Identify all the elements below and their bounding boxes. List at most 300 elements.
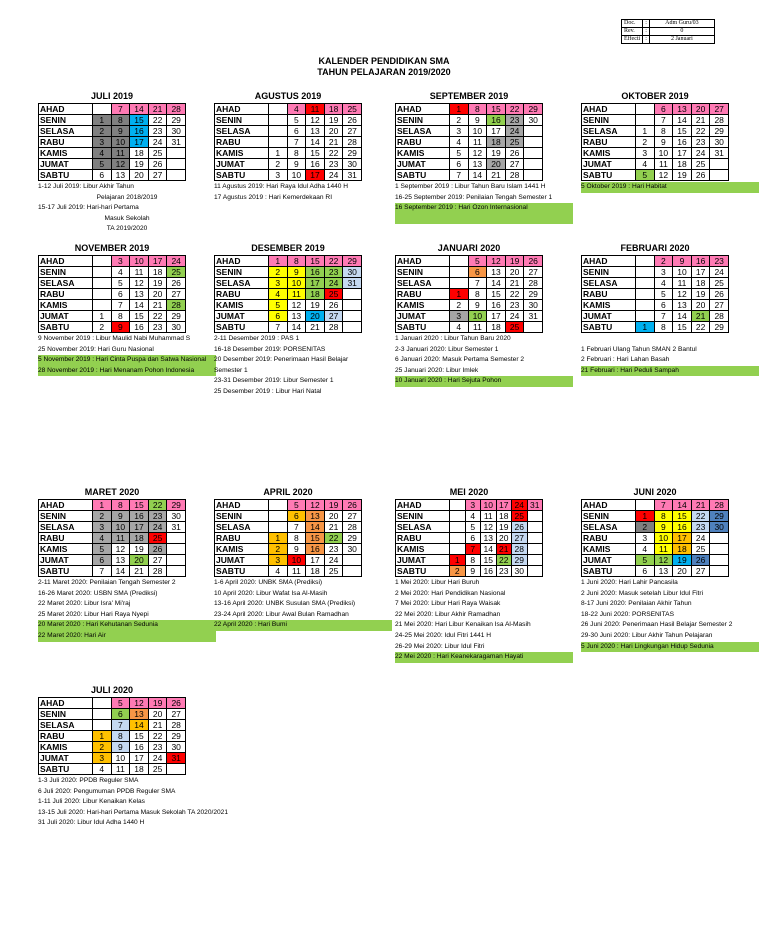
date-cell: 21 xyxy=(496,544,512,555)
week-row xyxy=(396,137,543,148)
date-cell xyxy=(527,533,543,544)
date-cell xyxy=(167,533,186,544)
note-line: 31 Juli 2020: Libur Idul Adha 1440 H xyxy=(38,819,145,827)
date-cell: 2 xyxy=(269,267,288,278)
week-row xyxy=(396,544,543,555)
date-cell: 31 xyxy=(527,500,543,511)
date-cell: 18 xyxy=(673,159,692,170)
note-line: 1-6 April 2020: UNBK SMA (Prediksi) xyxy=(214,579,323,586)
date-cell: 14 xyxy=(468,170,487,181)
note-line: 24-25 Mei 2020: Idul Fitri 1441 H xyxy=(395,631,492,639)
date-cell xyxy=(524,170,543,181)
date-cell: 22 xyxy=(148,500,167,511)
day-name: SELASA xyxy=(582,126,636,137)
date-cell: 5 xyxy=(93,544,112,555)
note-line: 13-16 April 2020: UNBK Susulan SMA (Prediksi) xyxy=(214,600,356,608)
date-cell: 5 xyxy=(636,555,655,566)
date-cell: 30 xyxy=(343,267,362,278)
date-cell: 6 xyxy=(468,267,487,278)
note-line: 7 Mei 2020: Libur Hari Raya Waisak xyxy=(395,600,501,608)
note-line: 9 November 2019 : Libur Maulid Nabi Muhammad S xyxy=(38,335,191,342)
date-cell: 27 xyxy=(343,126,362,137)
note-line: 2 Mei 2020: Hari Pendidikan Nasional xyxy=(395,589,506,597)
day-name: RABU xyxy=(582,289,636,300)
date-cell xyxy=(343,289,362,300)
date-cell: 19 xyxy=(487,148,506,159)
doc-info-cell: 2 Januari xyxy=(649,36,714,44)
date-cell xyxy=(450,522,466,533)
day-name: RABU xyxy=(396,533,450,544)
date-cell: 30 xyxy=(167,511,186,522)
date-cell xyxy=(343,555,362,566)
date-cell: 2 xyxy=(93,322,112,333)
date-cell: 20 xyxy=(148,709,167,720)
date-cell: 31 xyxy=(167,753,186,764)
week-row xyxy=(215,500,362,511)
date-cell: 25 xyxy=(148,148,167,159)
note-line: 5 Juni 2020 : Hari Lingkungan Hidup Sedunia xyxy=(581,642,759,653)
month-calendar xyxy=(395,242,543,333)
date-cell: 19 xyxy=(148,698,167,709)
day-name: JUMAT xyxy=(396,159,450,170)
date-cell: 12 xyxy=(111,159,130,170)
date-cell: 7 xyxy=(93,566,112,577)
date-cell: 5 xyxy=(465,522,481,533)
date-cell: 20 xyxy=(324,126,343,137)
date-cell: 25 xyxy=(505,322,524,333)
date-cell xyxy=(343,322,362,333)
doc-info-cell: Rev. xyxy=(622,28,643,36)
day-name: AHAD xyxy=(39,104,93,115)
date-cell: 28 xyxy=(167,720,186,731)
date-cell: 18 xyxy=(487,322,506,333)
date-cell: 23 xyxy=(505,115,524,126)
day-name: AHAD xyxy=(396,256,450,267)
month-notes xyxy=(214,182,392,203)
day-name: JUMAT xyxy=(39,753,93,764)
date-cell: 17 xyxy=(306,278,325,289)
day-name: SELASA xyxy=(215,278,269,289)
date-cell: 3 xyxy=(636,533,655,544)
week-row xyxy=(39,720,186,731)
date-cell: 14 xyxy=(487,278,506,289)
doc-info-cell: : xyxy=(643,36,650,44)
date-cell: 21 xyxy=(505,278,524,289)
date-cell: 4 xyxy=(450,322,469,333)
month-notes xyxy=(581,182,759,193)
week-row xyxy=(39,278,186,289)
date-cell: 2 xyxy=(636,137,655,148)
day-name: SABTU xyxy=(582,170,636,181)
date-cell: 11 xyxy=(468,137,487,148)
date-cell: 1 xyxy=(93,731,112,742)
date-cell: 6 xyxy=(269,311,288,322)
note-line: 23-24 April 2020: Libur Awal Bulan Ramadhan xyxy=(214,610,349,618)
date-cell: 12 xyxy=(468,148,487,159)
date-cell: 28 xyxy=(148,566,167,577)
date-cell xyxy=(450,500,466,511)
date-cell: 30 xyxy=(167,742,186,753)
month-calendar xyxy=(581,90,729,181)
date-cell: 21 xyxy=(324,137,343,148)
date-cell: 16 xyxy=(130,742,149,753)
note-line: 25 Desember 2019 : Libur Hari Natal xyxy=(214,387,322,395)
date-cell: 7 xyxy=(287,137,306,148)
note-line: 26 Juni 2020: Penerimaan Hasil Belajar Semester 2 xyxy=(581,621,733,629)
date-cell: 29 xyxy=(167,311,186,322)
date-cell: 1 xyxy=(450,555,466,566)
date-cell: 10 xyxy=(111,137,130,148)
date-cell: 18 xyxy=(306,566,325,577)
date-cell: 17 xyxy=(673,533,692,544)
date-cell: 26 xyxy=(324,300,343,311)
date-cell: 10 xyxy=(468,126,487,137)
date-cell: 7 xyxy=(654,115,673,126)
month-table xyxy=(395,499,543,577)
date-cell: 24 xyxy=(148,137,167,148)
day-name: KAMIS xyxy=(39,148,93,159)
date-cell: 11 xyxy=(111,533,130,544)
date-cell: 12 xyxy=(487,256,506,267)
date-cell: 28 xyxy=(710,500,729,511)
date-cell: 25 xyxy=(148,533,167,544)
date-cell: 4 xyxy=(93,764,112,775)
month-notes xyxy=(581,334,759,376)
date-cell: 26 xyxy=(343,115,362,126)
date-cell: 11 xyxy=(468,322,487,333)
date-cell: 7 xyxy=(269,322,288,333)
date-cell: 14 xyxy=(673,115,692,126)
week-row xyxy=(582,115,729,126)
date-cell: 29 xyxy=(710,126,729,137)
week-row xyxy=(396,104,543,115)
date-cell xyxy=(269,511,288,522)
day-name: SENIN xyxy=(396,267,450,278)
date-cell: 10 xyxy=(673,267,692,278)
date-cell: 12 xyxy=(673,289,692,300)
date-cell: 9 xyxy=(468,115,487,126)
week-row xyxy=(582,522,729,533)
date-cell: 18 xyxy=(324,104,343,115)
date-cell: 6 xyxy=(450,159,469,170)
date-cell xyxy=(93,289,112,300)
date-cell: 23 xyxy=(691,137,710,148)
date-cell: 15 xyxy=(130,731,149,742)
date-cell: 18 xyxy=(487,137,506,148)
date-cell: 10 xyxy=(287,278,306,289)
week-row xyxy=(215,533,362,544)
note-line: 28 November 2019 : Hari Menanam Pohon Indonesia xyxy=(38,366,216,377)
date-cell: 28 xyxy=(167,300,186,311)
date-cell: 10 xyxy=(481,500,497,511)
date-cell xyxy=(93,709,112,720)
day-name: SELASA xyxy=(39,522,93,533)
date-cell: 10 xyxy=(654,148,673,159)
day-name: SENIN xyxy=(39,267,93,278)
date-cell: 18 xyxy=(691,278,710,289)
date-cell: 5 xyxy=(287,500,306,511)
day-name: SABTU xyxy=(396,566,450,577)
day-name: JUMAT xyxy=(396,555,450,566)
month-name: MEI 2020 xyxy=(449,487,489,497)
date-cell xyxy=(527,566,543,577)
month-notes xyxy=(38,776,338,829)
date-cell: 6 xyxy=(654,300,673,311)
date-cell: 25 xyxy=(505,137,524,148)
week-row xyxy=(582,148,729,159)
date-cell: 27 xyxy=(505,159,524,170)
week-row xyxy=(39,289,186,300)
note-line: 23-31 Desember 2019: Libur Semester 1 xyxy=(214,377,334,385)
week-row xyxy=(39,522,186,533)
day-name: SABTU xyxy=(39,764,93,775)
date-cell xyxy=(93,300,112,311)
date-cell: 11 xyxy=(111,764,130,775)
date-cell: 31 xyxy=(710,148,729,159)
date-cell: 2 xyxy=(450,566,466,577)
week-row xyxy=(39,544,186,555)
day-name: RABU xyxy=(396,289,450,300)
month-table xyxy=(38,103,186,181)
date-cell: 12 xyxy=(130,698,149,709)
date-cell: 20 xyxy=(505,267,524,278)
week-row xyxy=(396,267,543,278)
week-row xyxy=(39,256,186,267)
week-row xyxy=(39,126,186,137)
date-cell: 19 xyxy=(673,555,692,566)
date-cell: 29 xyxy=(512,555,528,566)
month-name: OKTOBER 2019 xyxy=(621,91,689,101)
day-name: SENIN xyxy=(215,511,269,522)
month-name: AGUSTUS 2019 xyxy=(254,91,322,101)
date-cell: 16 xyxy=(691,256,710,267)
date-cell xyxy=(167,159,186,170)
week-row xyxy=(39,731,186,742)
date-cell: 25 xyxy=(148,764,167,775)
week-row xyxy=(582,500,729,511)
note-line: 21 Mei 2020: Hari Libur Kenaikan Isa Al-Masih xyxy=(395,621,531,629)
date-cell: 3 xyxy=(269,278,288,289)
date-cell: 25 xyxy=(691,544,710,555)
note-line: 10 Januari 2020 : Hari Sejuta Pohon xyxy=(395,376,573,387)
date-cell: 4 xyxy=(450,137,469,148)
date-cell: 31 xyxy=(524,311,543,322)
date-cell: 29 xyxy=(710,511,729,522)
date-cell: 3 xyxy=(450,126,469,137)
date-cell: 14 xyxy=(287,322,306,333)
date-cell: 23 xyxy=(691,522,710,533)
day-name: RABU xyxy=(215,289,269,300)
date-cell: 14 xyxy=(306,522,325,533)
date-cell xyxy=(167,148,186,159)
date-cell: 11 xyxy=(130,267,149,278)
date-cell: 9 xyxy=(111,511,130,522)
month-calendar xyxy=(581,486,729,577)
day-name: KAMIS xyxy=(582,300,636,311)
day-name: SENIN xyxy=(582,115,636,126)
month-name: JANUARI 2020 xyxy=(437,243,501,253)
date-cell: 16 xyxy=(306,544,325,555)
date-cell: 25 xyxy=(324,289,343,300)
date-cell: 12 xyxy=(287,300,306,311)
date-cell: 21 xyxy=(148,104,167,115)
date-cell: 16 xyxy=(306,267,325,278)
month-calendar xyxy=(38,90,186,181)
date-cell: 30 xyxy=(167,126,186,137)
date-cell: 6 xyxy=(287,511,306,522)
date-cell: 4 xyxy=(636,544,655,555)
note-line: 2-11 Maret 2020: Penilaian Tengah Semester 2 xyxy=(38,579,176,586)
date-cell: 26 xyxy=(167,278,186,289)
day-name: AHAD xyxy=(582,104,636,115)
date-cell xyxy=(527,555,543,566)
date-cell: 3 xyxy=(654,267,673,278)
date-cell: 23 xyxy=(148,126,167,137)
date-cell: 25 xyxy=(710,278,729,289)
date-cell: 17 xyxy=(148,256,167,267)
date-cell: 14 xyxy=(306,137,325,148)
week-row xyxy=(582,278,729,289)
date-cell xyxy=(167,764,186,775)
note-line: 6 Januari 2020: Masuk Pertama Semester 2 xyxy=(395,356,525,364)
date-cell: 5 xyxy=(111,278,130,289)
date-cell: 25 xyxy=(167,267,186,278)
day-name: SELASA xyxy=(396,126,450,137)
month-notes xyxy=(38,182,216,235)
note-line: Masuk Sekolah xyxy=(104,214,150,222)
date-cell: 26 xyxy=(710,289,729,300)
date-cell: 22 xyxy=(691,322,710,333)
day-name: SENIN xyxy=(582,267,636,278)
date-cell: 22 xyxy=(505,289,524,300)
month-notes xyxy=(214,334,392,398)
day-name: RABU xyxy=(582,533,636,544)
note-line: 16 September 2019 : Hari Ozon Internasional xyxy=(395,203,573,214)
date-cell: 26 xyxy=(343,500,362,511)
date-cell: 13 xyxy=(468,159,487,170)
date-cell: 8 xyxy=(468,104,487,115)
date-cell xyxy=(636,500,655,511)
note-line: 1-11 Juli 2020: Libur Kenaikan Kelas xyxy=(38,798,145,806)
week-row xyxy=(215,126,362,137)
date-cell: 2 xyxy=(450,115,469,126)
month-name: JUNI 2020 xyxy=(633,487,677,497)
date-cell xyxy=(527,544,543,555)
date-cell: 7 xyxy=(654,311,673,322)
date-cell xyxy=(450,544,466,555)
date-cell: 22 xyxy=(691,511,710,522)
date-cell: 22 xyxy=(148,115,167,126)
week-row xyxy=(39,511,186,522)
day-name: AHAD xyxy=(582,500,636,511)
week-row xyxy=(39,566,186,577)
date-cell: 9 xyxy=(287,267,306,278)
date-cell: 30 xyxy=(343,159,362,170)
week-row xyxy=(39,709,186,720)
week-row xyxy=(396,322,543,333)
date-cell: 8 xyxy=(287,148,306,159)
week-row xyxy=(582,300,729,311)
week-row xyxy=(39,533,186,544)
date-cell xyxy=(450,533,466,544)
date-cell: 23 xyxy=(324,159,343,170)
calendar-title: KALENDER PENDIDIKAN SMA xyxy=(318,56,450,66)
date-cell: 20 xyxy=(148,289,167,300)
date-cell: 29 xyxy=(524,289,543,300)
date-cell: 1 xyxy=(93,311,112,322)
day-name: SELASA xyxy=(39,720,93,731)
date-cell: 20 xyxy=(306,311,325,322)
date-cell xyxy=(93,720,112,731)
date-cell: 7 xyxy=(465,544,481,555)
date-cell: 23 xyxy=(148,742,167,753)
date-cell: 6 xyxy=(465,533,481,544)
week-row xyxy=(39,267,186,278)
date-cell: 1 xyxy=(269,148,288,159)
doc-info-cell: : xyxy=(643,28,650,36)
month-notes xyxy=(38,334,216,376)
date-cell: 17 xyxy=(130,753,149,764)
date-cell: 16 xyxy=(130,126,149,137)
date-cell: 8 xyxy=(111,500,130,511)
week-row xyxy=(215,322,362,333)
week-row xyxy=(396,256,543,267)
date-cell: 15 xyxy=(673,126,692,137)
week-row xyxy=(396,278,543,289)
date-cell: 21 xyxy=(691,115,710,126)
date-cell: 4 xyxy=(269,566,288,577)
day-name: KAMIS xyxy=(215,148,269,159)
date-cell: 17 xyxy=(487,126,506,137)
day-name: RABU xyxy=(39,731,93,742)
week-row xyxy=(215,148,362,159)
day-name: KAMIS xyxy=(582,544,636,555)
date-cell: 26 xyxy=(148,159,167,170)
week-row xyxy=(582,289,729,300)
week-row xyxy=(396,159,543,170)
date-cell: 8 xyxy=(468,289,487,300)
week-row xyxy=(396,126,543,137)
day-name: SELASA xyxy=(39,126,93,137)
date-cell: 26 xyxy=(691,555,710,566)
date-cell: 27 xyxy=(324,311,343,322)
date-cell: 28 xyxy=(524,278,543,289)
week-row xyxy=(39,753,186,764)
day-name: SABTU xyxy=(215,170,269,181)
date-cell: 15 xyxy=(481,555,497,566)
week-row xyxy=(39,137,186,148)
date-cell: 14 xyxy=(111,566,130,577)
day-name: RABU xyxy=(396,137,450,148)
week-row xyxy=(582,511,729,522)
week-row xyxy=(582,170,729,181)
date-cell: 8 xyxy=(111,115,130,126)
date-cell: 6 xyxy=(287,126,306,137)
date-cell: 27 xyxy=(148,555,167,566)
week-row xyxy=(582,159,729,170)
day-name: SABTU xyxy=(396,170,450,181)
note-line: 22 Mei 2020: Libur Akhir Ramadhan xyxy=(395,610,501,618)
date-cell: 10 xyxy=(130,256,149,267)
note-line: 25 Maret 2020: Libur Hari Raya Nyepi xyxy=(38,610,149,618)
date-cell: 2 xyxy=(93,126,112,137)
date-cell: 4 xyxy=(269,289,288,300)
date-cell: 4 xyxy=(636,159,655,170)
date-cell: 8 xyxy=(111,731,130,742)
week-row xyxy=(582,256,729,267)
note-line: 22 April 2020 : Hari Bumi xyxy=(214,620,392,631)
date-cell: 28 xyxy=(512,544,528,555)
